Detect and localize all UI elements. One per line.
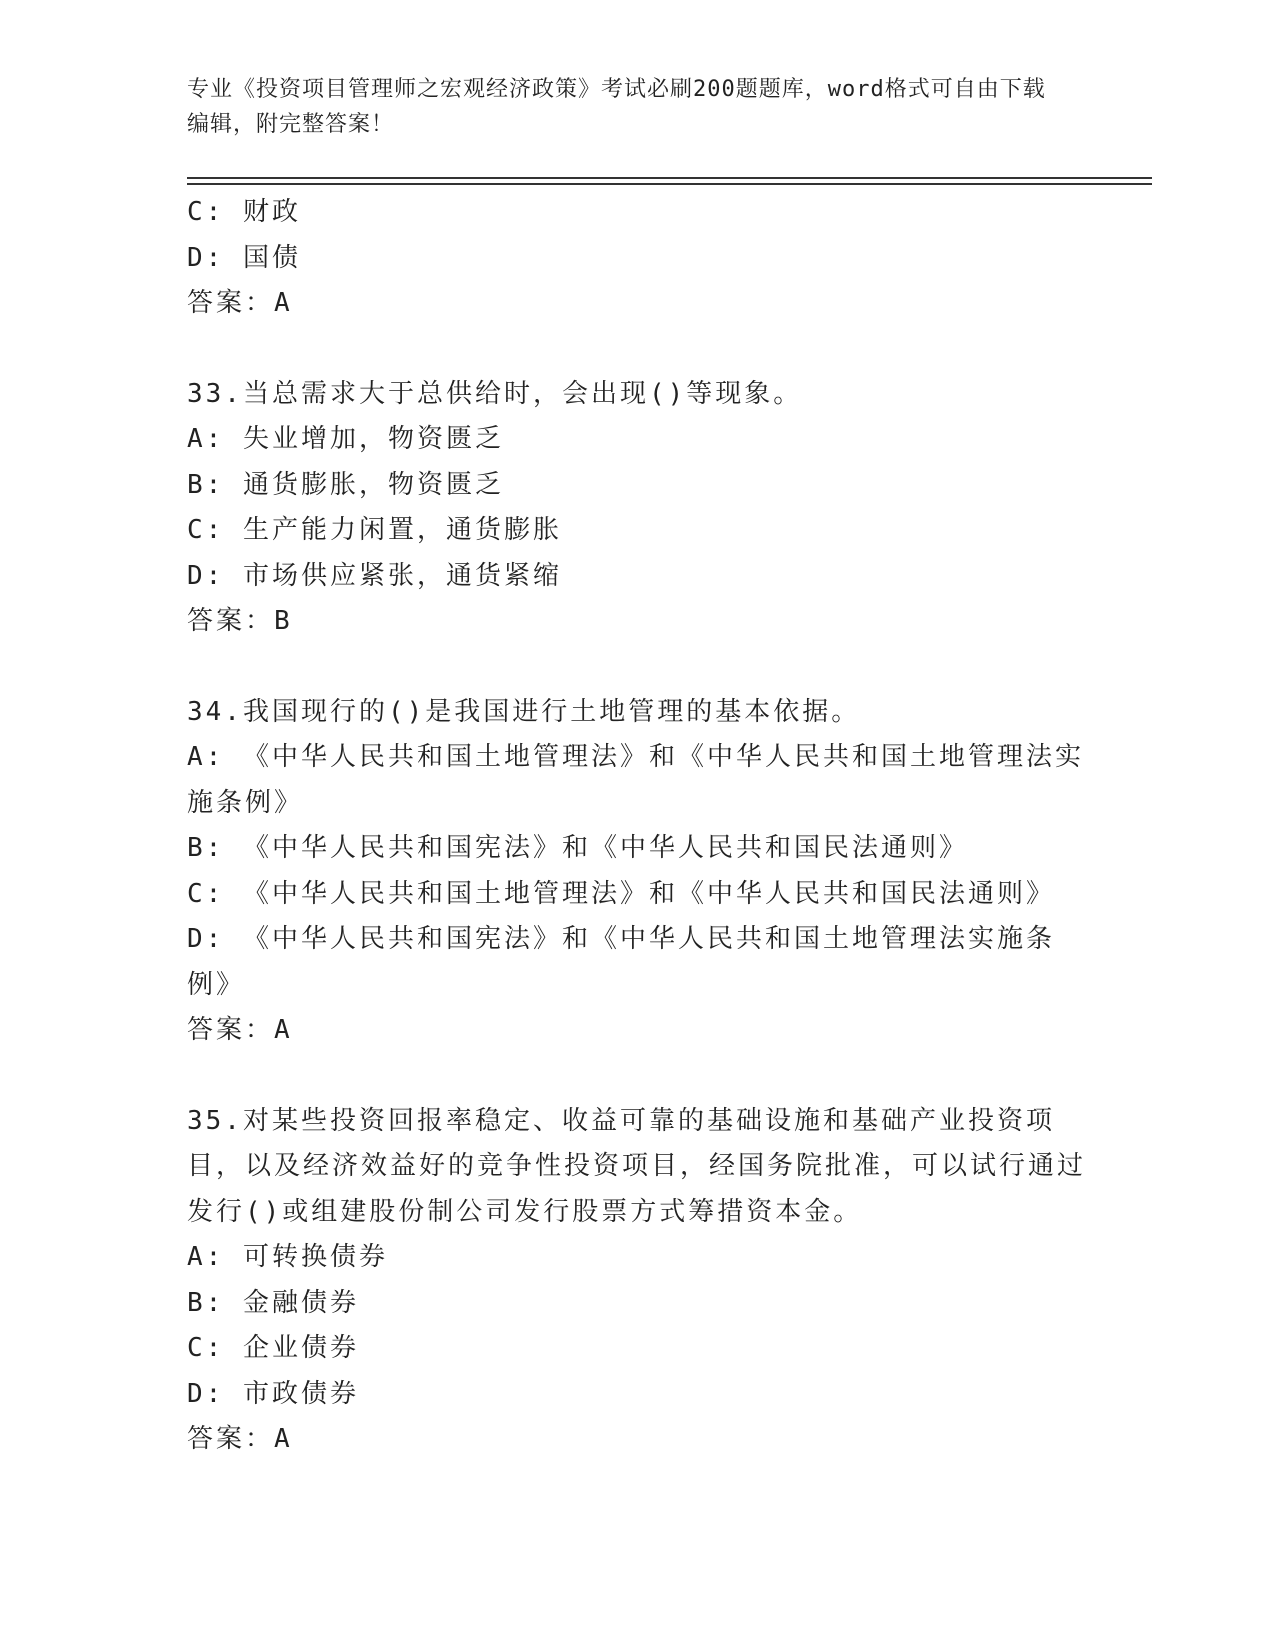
option-d: D: 《中华人民共和国宪法》和《中华人民共和国土地管理法实施条例》 <box>187 924 1055 1000</box>
spacer <box>187 1054 1087 1099</box>
header-rule-bottom <box>187 183 1152 185</box>
option-c: C: 生产能力闲置，通货膨胀 <box>187 515 562 545</box>
option-d: D: 国债 <box>187 242 301 273</box>
question-block-34 <box>187 690 1087 1054</box>
option-d: D: 市场供应紧张，通货紧缩 <box>187 560 562 591</box>
question-list <box>187 190 1087 1463</box>
question-stem: 33.当总需求大于总供给时，会出现()等现象。 <box>187 378 803 409</box>
option-a: A: 失业增加，物资匮乏 <box>187 424 504 454</box>
option-b: B: 金融债券 <box>187 1287 359 1318</box>
document-header: 专业《投资项目管理师之宏观经济政策》考试必刷200题题库，word格式可自由下载编辑，附完整答案！ <box>187 77 1046 137</box>
option-c: C: 企业债券 <box>187 1333 359 1363</box>
answer-line: 答案：A <box>187 1015 293 1045</box>
answer-line: 答案：B <box>187 606 293 636</box>
answer-line: 答案：A <box>187 1424 293 1454</box>
question-stem: 34.我国现行的()是我国进行土地管理的基本依据。 <box>187 696 861 727</box>
question-stem: 35.对某些投资回报率稳定、收益可靠的基础设施和基础产业投资项目，以及经济效益好的竞争性投资项目，经国务院批准，可以试行通过发行()或组建股份制公司发行股票方式筹措资本金。 <box>187 1105 1087 1227</box>
option-a: A: 可转换债券 <box>187 1242 388 1272</box>
option-b: B: 《中华人民共和国宪法》和《中华人民共和国民法通则》 <box>187 833 968 863</box>
spacer <box>187 645 1087 690</box>
option-a: A: 《中华人民共和国土地管理法》和《中华人民共和国土地管理法实施条例》 <box>187 742 1084 818</box>
answer-line: 答案：A <box>187 288 293 318</box>
spacer <box>187 327 1087 372</box>
header-rule-top <box>187 177 1152 179</box>
option-c: C: 《中华人民共和国土地管理法》和《中华人民共和国民法通则》 <box>187 878 1055 909</box>
option-d: D: 市政债券 <box>187 1378 359 1409</box>
question-block-35 <box>187 1099 1087 1463</box>
question-block-33 <box>187 372 1087 645</box>
question-block-32 <box>187 190 1087 327</box>
option-b: B: 通货膨胀，物资匮乏 <box>187 469 504 500</box>
option-c: C: 财政 <box>187 197 301 227</box>
